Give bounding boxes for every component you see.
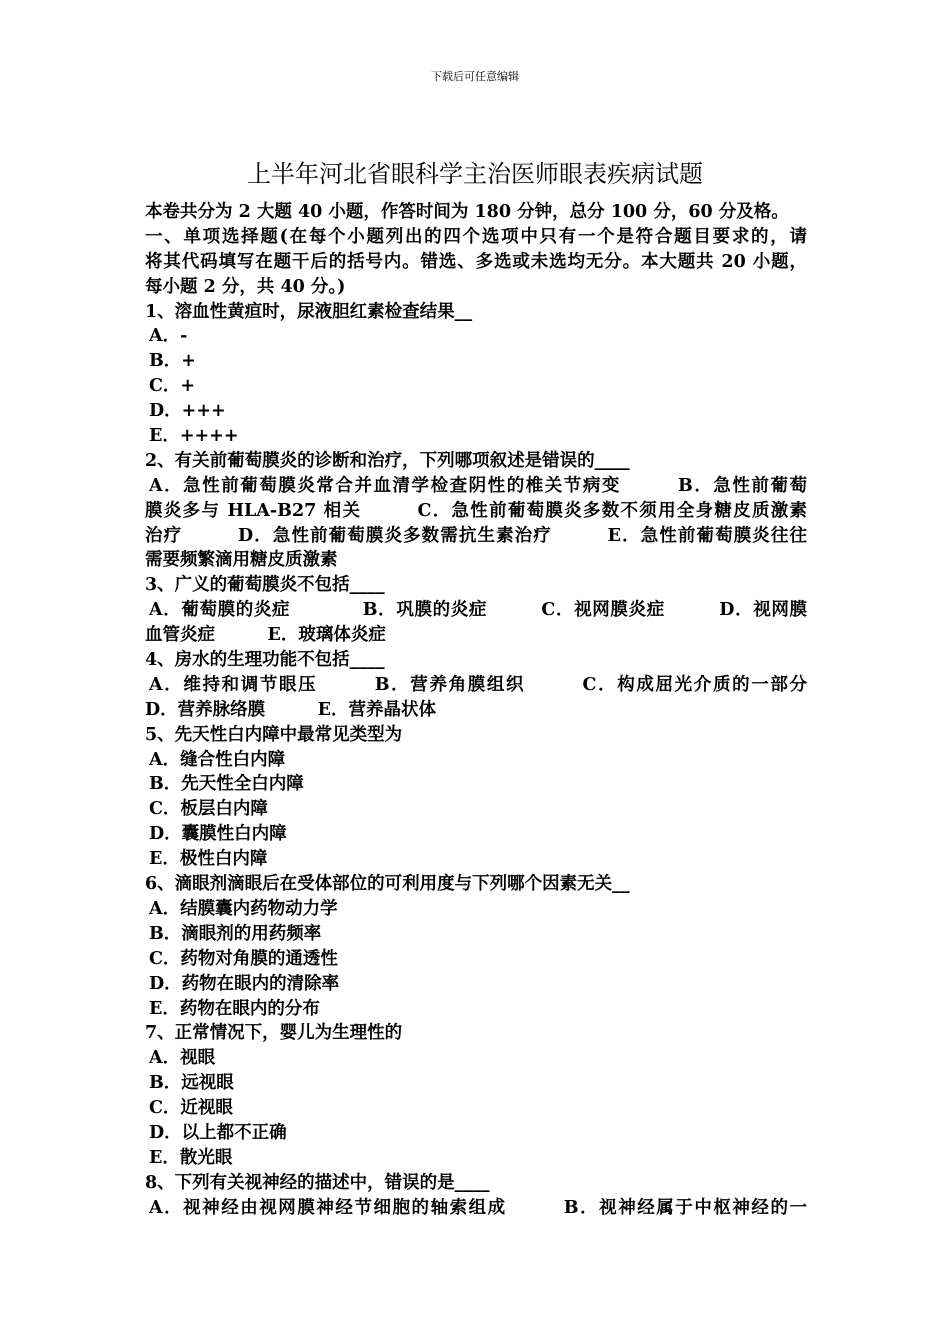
option: E．药物在眼内的分布 (149, 998, 320, 1019)
option-line: A．葡萄膜的炎症 B．巩膜的炎症 C．视网膜炎症 D．视网膜 (149, 600, 807, 621)
option: D．药物在眼内的清除率 (149, 973, 340, 994)
option-line: 需要频繁滴用糖皮质激素 (145, 550, 338, 571)
header-note: 下载后可任意编辑 (431, 70, 519, 83)
option-line: 膜炎多与 HLA-B27 相关 C．急性前葡萄膜炎多数不须用全身糖皮质激素 (145, 500, 807, 521)
option: B．滴眼剂的用药频率 (149, 923, 322, 944)
intro-line: 一、单项选择题(在每个小题列出的四个选项中只有一个是符合题目要求的，请 (145, 226, 807, 247)
option: E．++++ (149, 426, 239, 447)
option: E．极性白内障 (149, 849, 268, 870)
option: C．+ (149, 376, 196, 397)
option: C．药物对角膜的通透性 (149, 948, 338, 969)
intro-line: 本卷共分为 2 大题 40 小题，作答时间为 180 分钟，总分 100 分，60 分及格。 (145, 202, 789, 222)
option: B．远视眼 (149, 1073, 234, 1094)
option: A．视眼 (149, 1048, 216, 1069)
intro-line: 每小题 2 分，共 40 分。) (145, 276, 346, 297)
option: D．以上都不正确 (149, 1122, 287, 1143)
question-stem: 8、下列有关视神经的描述中，错误的是____ (145, 1172, 490, 1193)
question-stem: 2、有关前葡萄膜炎的诊断和治疗，下列哪项叙述是错误的____ (145, 450, 630, 471)
option-line: 治疗 D．急性前葡萄膜炎多数需抗生素治疗 E．急性前葡萄膜炎往往 (145, 525, 807, 546)
option-line: A．视神经由视网膜神经节细胞的轴索组成 B．视神经属于中枢神经的一 (149, 1197, 807, 1218)
option: A．缝合性白内障 (149, 749, 286, 770)
document-body (145, 200, 807, 1221)
question-stem: 1、溶血性黄疸时，尿液胆红素检查结果__ (145, 301, 473, 322)
document-title: 上半年河北省眼科学主治医师眼表疾病试题 (247, 160, 703, 188)
option-line: 血管炎症 E．玻璃体炎症 (145, 625, 386, 646)
option: C．板层白内障 (149, 799, 268, 820)
option: C．近视眼 (149, 1098, 233, 1119)
option: D．囊膜性白内障 (149, 824, 287, 845)
option: B．+ (149, 351, 196, 372)
intro-line: 将其代码填写在题干后的括号内。错选、多选或未选均无分。本大题共 20 小题， (145, 251, 807, 272)
option: A．结膜囊内药物动力学 (149, 898, 338, 919)
option-line: A．急性前葡萄膜炎常合并血清学检查阴性的椎关节病变 B．急性前葡萄 (149, 475, 807, 496)
question-stem: 4、房水的生理功能不包括____ (145, 650, 385, 671)
option-line: D．营养脉络膜 E．营养晶状体 (145, 699, 437, 720)
question-stem: 6、滴眼剂滴眼后在受体部位的可利用度与下列哪个因素无关__ (145, 874, 630, 895)
option: A．- (149, 326, 188, 347)
option-line: A．维持和调节眼压 B．营养角膜组织 C．构成屈光介质的一部分 (149, 674, 807, 695)
option: E．散光眼 (149, 1147, 233, 1168)
option: B．先天性全白内障 (149, 774, 304, 795)
question-stem: 7、正常情况下，婴儿为生理性的 (145, 1023, 403, 1044)
option: D．+++ (149, 401, 226, 422)
question-stem: 3、广义的葡萄膜炎不包括____ (145, 575, 385, 596)
question-stem: 5、先天性白内障中最常见类型为 (145, 724, 403, 745)
